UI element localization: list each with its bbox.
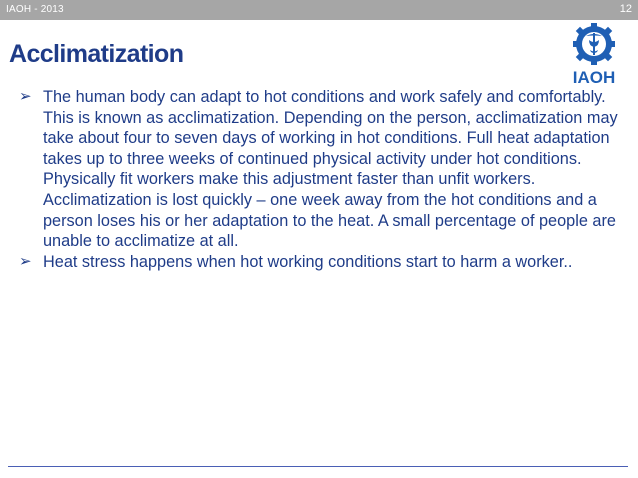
bullet-item [19,87,629,252]
logo-text: IAOH [572,68,616,87]
arrow-bullet-icon: ➢ [19,88,32,105]
footer-divider [8,466,628,467]
iaoh-emblem-icon [566,22,622,70]
slide-title: Acclimatization [9,40,184,68]
bullet-text: The human body can adapt to hot conditions and work safely and comfortably. This is known as acclimatization. Depending on the person, acclimatization may take about four to seven days of working in hot conditions. Full heat adaptation takes up to three weeks of continued physical activity under hot conditions. Physically fit workers make this adjustment faster than unfit workers. Acclimatization is lost quickly – one week away from the hot conditions and a person loses his or her adaptation to the heat. A small percentage of people are unable to acclimatize at all. [43,88,618,251]
arrow-bullet-icon: ➢ [19,252,32,270]
bullet-list [19,87,629,272]
header-label: IAOH - 2013 [6,4,64,15]
iaoh-logo [566,22,622,90]
header-bar [0,0,638,20]
bullet-item [19,252,629,273]
page-number: 12 [619,3,632,15]
bullet-text: Heat stress happens when hot working conditions start to harm a worker.. [43,252,573,271]
